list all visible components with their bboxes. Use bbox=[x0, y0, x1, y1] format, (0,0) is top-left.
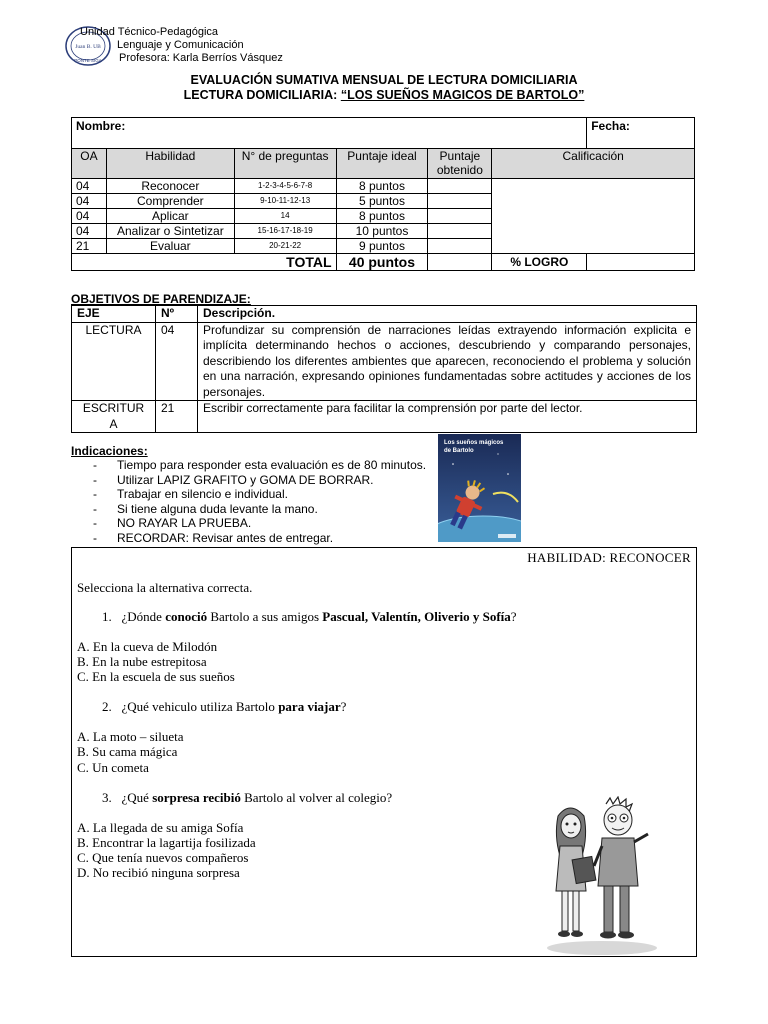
row-puntaje: 9 puntos bbox=[336, 239, 428, 254]
obj-header-desc: Descripción. bbox=[198, 306, 697, 323]
calificacion-cell[interactable] bbox=[492, 179, 695, 254]
subtitle-prefix: LECTURA DOMICILIARIA: bbox=[183, 88, 341, 102]
header-puntaje-obtenido: Puntaje obtenido bbox=[428, 149, 492, 179]
row-oa: 04 bbox=[72, 179, 107, 194]
row-obtenido[interactable] bbox=[428, 224, 492, 239]
question-number: 3. bbox=[102, 790, 112, 805]
book-cover-image bbox=[438, 434, 521, 542]
header-puntaje-ideal: Puntaje ideal bbox=[336, 149, 428, 179]
option[interactable]: C. En la escuela de sus sueños bbox=[77, 669, 235, 684]
instruction-text: NO RAYAR LA PRUEBA. bbox=[117, 516, 252, 531]
row-oa: 04 bbox=[72, 224, 107, 239]
option[interactable]: C. Un cometa bbox=[77, 760, 149, 775]
row-preguntas: 15-16-17-18-19 bbox=[234, 224, 336, 239]
school-info bbox=[80, 26, 283, 65]
row-habilidad: Evaluar bbox=[106, 239, 234, 254]
question-text: ¿Dónde bbox=[121, 609, 166, 624]
instruction-text: Trabajar en silencio e individual. bbox=[117, 487, 288, 502]
question-3 bbox=[102, 790, 392, 806]
list-item: - NO RAYAR LA PRUEBA. bbox=[93, 516, 252, 531]
fecha-field[interactable]: Fecha: bbox=[587, 118, 695, 149]
row-obtenido[interactable] bbox=[428, 239, 492, 254]
instructions-heading: Indicaciones: bbox=[71, 444, 148, 458]
question-text-bold: Pascual, Valentín, Oliverio y Sofía bbox=[322, 609, 511, 624]
question-number: 1. bbox=[102, 609, 112, 624]
question-text: ¿Qué bbox=[121, 790, 153, 805]
instruction-text: Tiempo para responder esta evaluación es de 80 minutos. bbox=[117, 458, 427, 472]
school-unit: Unidad Técnico-Pedagógica bbox=[80, 26, 218, 38]
row-obtenido[interactable] bbox=[428, 179, 492, 194]
row-obtenido[interactable] bbox=[428, 194, 492, 209]
logro-value[interactable] bbox=[587, 254, 695, 271]
school-subject: Lenguaje y Comunicación bbox=[117, 39, 244, 51]
row-oa: 04 bbox=[72, 194, 107, 209]
option[interactable]: A. La moto – silueta bbox=[77, 729, 184, 744]
question-text: ¿Qué vehiculo utiliza Bartolo bbox=[121, 699, 279, 714]
instruction-text: Si tiene alguna duda levante la mano. bbox=[117, 501, 318, 516]
obj-eje: ESCRITURA bbox=[72, 401, 156, 433]
option[interactable]: A. La llegada de su amiga Sofía bbox=[77, 820, 244, 835]
obj-num: 21 bbox=[156, 401, 198, 433]
question-number: 2. bbox=[102, 699, 112, 714]
row-habilidad: Analizar o Sintetizar bbox=[106, 224, 234, 239]
exam-subtitle bbox=[0, 88, 768, 102]
question-text-bold: conoció bbox=[165, 609, 208, 624]
obj-desc: Escribir correctamente para facilitar la comprensión por parte del lector. bbox=[198, 401, 697, 433]
row-puntaje: 10 puntos bbox=[336, 224, 428, 239]
row-puntaje: 8 puntos bbox=[336, 179, 428, 194]
option[interactable]: A. En la cueva de Milodón bbox=[77, 639, 218, 654]
children-illustration bbox=[540, 796, 662, 956]
logro-label: % LOGRO bbox=[492, 254, 587, 271]
row-preguntas: 1-2-3-4-5-6-7-8 bbox=[234, 179, 336, 194]
row-puntaje: 5 puntos bbox=[336, 194, 428, 209]
list-item: - Si tiene alguna duda levante la mano. bbox=[93, 501, 318, 516]
option[interactable]: B. Su cama mágica bbox=[77, 744, 178, 759]
row-preguntas: 9-10-11-12-13 bbox=[234, 194, 336, 209]
total-label: TOTAL bbox=[72, 254, 337, 271]
school-teacher: Profesora: Karla Berríos Vásquez bbox=[119, 52, 283, 64]
header-oa: OA bbox=[72, 149, 107, 179]
row-puntaje: 8 puntos bbox=[336, 209, 428, 224]
logo-text-bottom: PONTE SIGA bbox=[74, 58, 102, 63]
total-value: 40 puntos bbox=[336, 254, 428, 271]
instructions-list bbox=[93, 458, 426, 546]
row-oa: 04 bbox=[72, 209, 107, 224]
header-calificacion: Calificación bbox=[492, 149, 695, 179]
total-obtenido[interactable] bbox=[428, 254, 492, 271]
question-section bbox=[71, 547, 697, 957]
option[interactable]: B. En la nube estrepitosa bbox=[77, 654, 207, 669]
row-habilidad: Aplicar bbox=[106, 209, 234, 224]
question-1 bbox=[102, 609, 517, 625]
list-item: - Tiempo para responder esta evaluación es de 80 minutos. bbox=[93, 458, 427, 472]
row-preguntas: 20-21-22 bbox=[234, 239, 336, 254]
question-text-bold: para viajar bbox=[278, 699, 341, 714]
question-text: Bartolo a sus amigos bbox=[207, 609, 323, 624]
exam-title: EVALUACIÓN SUMATIVA MENSUAL DE LECTURA DOMICILIARIA bbox=[190, 73, 578, 87]
skill-header: HABILIDAD: RECONOCER bbox=[527, 550, 691, 565]
option[interactable]: B. Encontrar la lagartija fosilizada bbox=[77, 835, 256, 850]
list-item: - Utilizar LAPIZ GRAFITO y GOMA DE BORRAR. bbox=[93, 472, 374, 487]
instruction-text: RECORDAR: Revisar antes de entregar. bbox=[117, 530, 334, 545]
table-row bbox=[72, 401, 697, 433]
question-2 bbox=[102, 699, 346, 715]
option[interactable]: D. No recibió ninguna sorpresa bbox=[77, 865, 240, 880]
logo-text-top: Juan B. UB bbox=[75, 44, 101, 50]
objectives-heading: OBJETIVOS DE PARENDIZAJE: bbox=[71, 292, 251, 306]
row-obtenido[interactable] bbox=[428, 209, 492, 224]
svg-text:Los sueños mágicos: Los sueños mágicos bbox=[444, 440, 504, 446]
question-text-bold: sorpresa recibió bbox=[152, 790, 241, 805]
header-habilidad: Habilidad bbox=[106, 149, 234, 179]
obj-eje: LECTURA bbox=[72, 322, 156, 401]
row-oa: 21 bbox=[72, 239, 107, 254]
row-preguntas: 14 bbox=[234, 209, 336, 224]
obj-header-num: Nº bbox=[156, 306, 198, 323]
header-preguntas: N° de preguntas bbox=[234, 149, 336, 179]
question-text: ? bbox=[340, 699, 347, 714]
obj-header-eje: EJE bbox=[72, 306, 156, 323]
book-title: “LOS SUEÑOS MAGICOS DE BARTOLO” bbox=[340, 88, 585, 102]
question-text: ? bbox=[510, 609, 517, 624]
nombre-field[interactable]: Nombre: bbox=[72, 118, 587, 149]
score-table bbox=[71, 117, 695, 271]
question-instruction: Selecciona la alternativa correcta. bbox=[77, 580, 253, 595]
list-item: - Trabajar en silencio e individual. bbox=[93, 487, 288, 502]
objectives-table bbox=[71, 305, 697, 433]
list-item: - RECORDAR: Revisar antes de entregar. bbox=[93, 530, 334, 545]
option[interactable]: C. Que tenía nuevos compañeros bbox=[77, 850, 249, 865]
table-row bbox=[72, 179, 695, 194]
row-habilidad: Comprender bbox=[106, 194, 234, 209]
row-habilidad: Reconocer bbox=[106, 179, 234, 194]
question-text: Bartolo al volver al colegio? bbox=[240, 790, 393, 805]
obj-desc: Profundizar su comprensión de narraciones leídas extrayendo información explicita e implícita determinando hechos o acciones, descubriendo y comparando personajes, describiendo los diferentes ambientes que aparecen, reconociendo el problema y solución en una narración, expresando opiniones fundamentadas sobre actitudes y acciones de los personajes. bbox=[198, 322, 697, 401]
instruction-text: Utilizar LAPIZ GRAFITO y GOMA DE BORRAR. bbox=[117, 472, 374, 487]
svg-text:de Bartolo: de Bartolo bbox=[444, 448, 474, 454]
table-row bbox=[72, 322, 697, 401]
obj-num: 04 bbox=[156, 322, 198, 401]
